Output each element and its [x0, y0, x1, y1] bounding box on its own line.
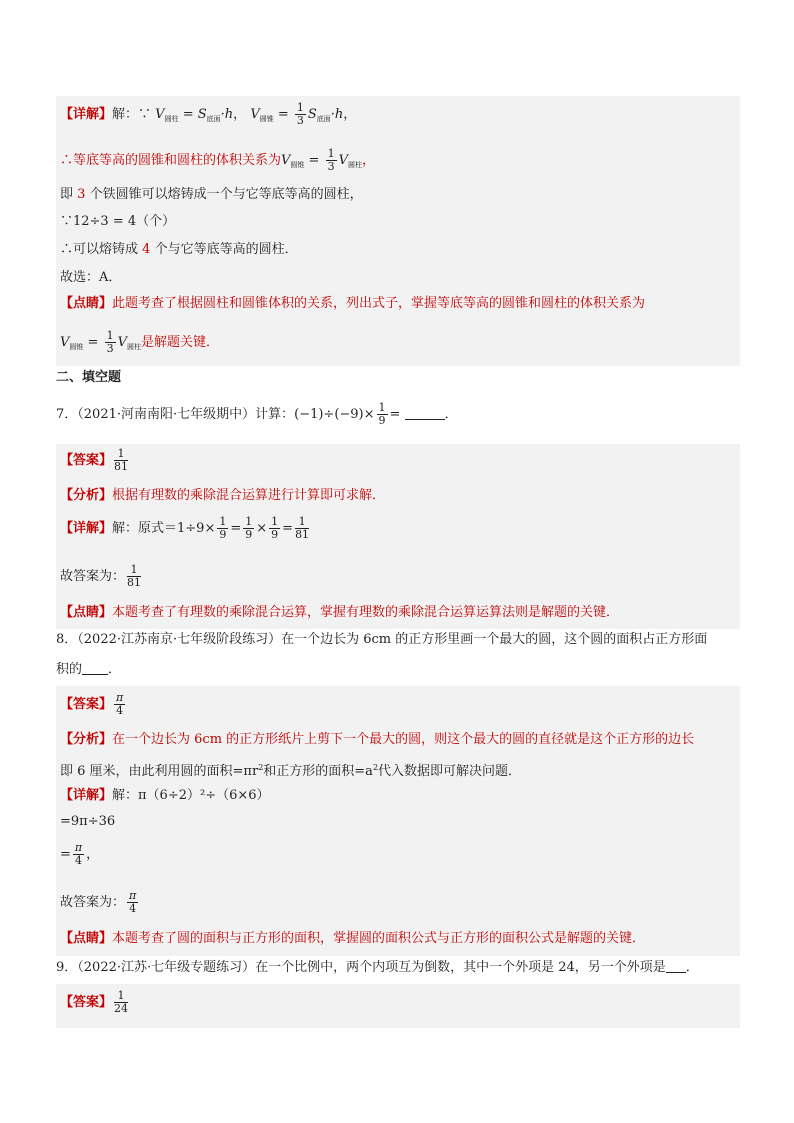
q7-detail: 【详解】解：原式＝1÷9× $\frac{1}{9}$ = $\frac{1}{9}$ × $\frac{1}{9}$ = $\frac{1}{81}$	[60, 515, 310, 541]
q8-detail-line1: 【详解】解：π（6÷2）²÷（6×6）	[60, 788, 270, 803]
q9-stem: 9．（2022·江苏·七年级专题练习）在一个比例中，两个内项互为倒数，其中一个外项是 24，另一个外项是 ．	[56, 960, 699, 975]
q6-relation-line: ∴等底等高的圆锥和圆柱的体积关系为$V_{圆锥}$ = $\frac{1}{3}$ $V_{圆柱}$，	[60, 147, 375, 173]
section-title: 二、填空题	[56, 370, 122, 385]
answer-blank	[666, 960, 686, 973]
q8-fill: 故答案为： $\frac{\pi}{4}$	[60, 889, 137, 915]
q7-analysis: 【分析】根据有理数的乘除混合运算进行计算即可求解．	[60, 488, 386, 503]
q6-choice-line: 故选：A．	[60, 270, 122, 285]
q6-conclusion-line: ∴可以熔铸成 4 个与它等底等高的圆柱．	[60, 242, 298, 257]
q8-answer: 【答案】 $\frac{\pi}{4}$	[60, 691, 124, 717]
detail-tag: 【详解】	[60, 107, 113, 122]
q8-analysis-line2: 即 6 厘米，由此利用圆的面积$=\pi r^2$和正方形的面积$=a^2$代入数据即可解决问题．	[60, 763, 522, 779]
q6-division-line: ∵12÷3 = 4（个）	[60, 214, 176, 229]
q6-comment-formula: $V_{圆锥}$ = $\frac{1}{3}$ $V_{圆柱}$是解题关键．	[60, 329, 219, 355]
answer-blank	[82, 662, 108, 675]
q7-fill: 故答案为： $\frac{1}{81}$	[60, 563, 142, 589]
q8-detail-line2: =9π÷36	[60, 814, 116, 829]
q8-comment: 【点睛】本题考查了圆的面积与正方形的面积，掌握圆的面积公式与正方形的面积公式是解题的关键．	[60, 931, 646, 946]
q8-stem-line2: 积的 ．	[56, 662, 122, 677]
q9-answer: 【答案】 $\frac{1}{24}$	[60, 989, 129, 1015]
q8-stem-line1: 8．（2022·江苏南京·七年级阶段练习）在一个边长为 6cm 的正方形里画一个最大的圆，这个圆的面积占正方形面	[56, 632, 708, 647]
q8-detail-line3: = $\frac{\pi}{4}$ ，	[60, 841, 100, 867]
fraction-one-third: $\frac{1}{3}$	[296, 101, 304, 127]
q7-stem: 7．（2021·河南南阳·七年级期中）计算：(−1)÷(−9)× $\frac{1}{9}$ = ．	[56, 401, 458, 427]
q6-melt-line: 即 3 个铁圆锥可以熔铸成一个与它等底等高的圆柱，	[60, 187, 363, 202]
answer-blank	[405, 407, 445, 420]
q7-comment: 【点睛】本题考查了有理数的乘除混合运算，掌握有理数的乘除混合运算运算法则是解题的关键．	[60, 605, 620, 620]
q6-detail-line: 【详解】解：∵ $V_{圆柱} = S_{底面}\cdot h$， $V_{圆锥}$ = $\frac{1}{3}$ $S_{底面}\cdot h$，	[60, 101, 357, 127]
q7-answer: 【答案】 $\frac{1}{81}$	[60, 447, 129, 473]
q6-comment-line: 【点睛】此题考查了根据圆柱和圆锥体积的关系，列出式子，掌握等底等高的圆锥和圆柱的体积关系为	[60, 296, 646, 311]
q8-analysis-line1: 【分析】在一个边长为 6cm 的正方形纸片上剪下一个最大的圆，则这个最大的圆的直径就是这个正方形的边长	[60, 732, 695, 747]
